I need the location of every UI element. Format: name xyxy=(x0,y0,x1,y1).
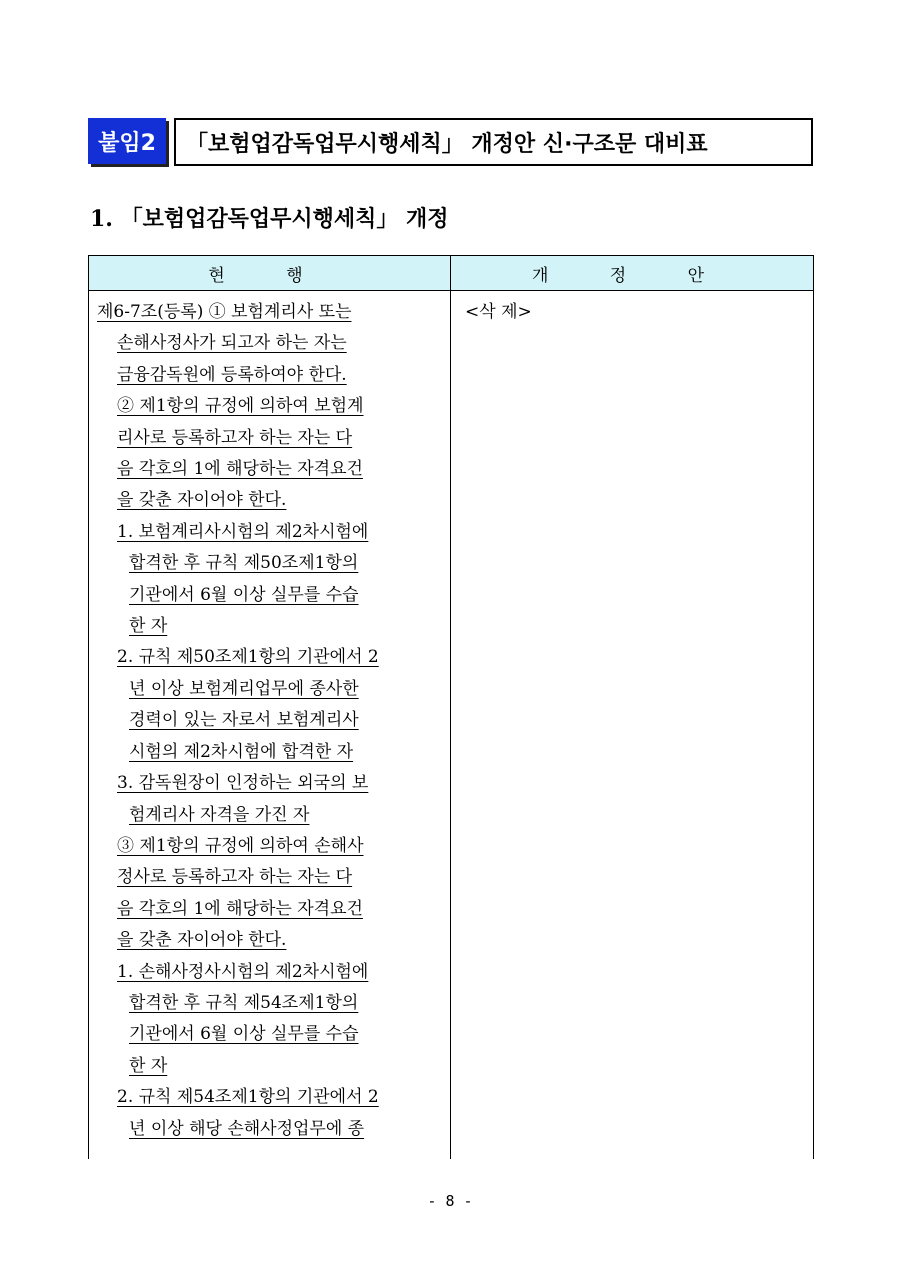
provision-line: 년 이상 보험계리업무에 종사한 xyxy=(129,678,359,699)
page-number: - 8 - xyxy=(427,1192,473,1210)
attachment-badge: 붙임2 xyxy=(88,118,166,164)
provision-line: 을 갖춘 자이어야 한다. xyxy=(117,490,287,511)
provision-line: 2. 규칙 제54조제1항의 기관에서 2 xyxy=(117,1087,379,1108)
column-header-amendment: 개 정 안 xyxy=(451,256,814,291)
provision-line: 제6-7조(등록) ① 보험계리사 또는 xyxy=(97,302,352,322)
provision-line: 합격한 후 규칙 제54조제1항의 xyxy=(129,992,359,1013)
provision-line: 경력이 있는 자로서 보험계리사 xyxy=(129,710,359,731)
provision-line: 기관에서 6월 이상 실무를 수습 xyxy=(129,584,359,605)
section-title: 1. 「보험업감독업무시행세칙」 개정 xyxy=(90,206,449,232)
provision-line: 리사로 등록하고자 하는 자는 다 xyxy=(117,427,353,448)
provision-line: 기관에서 6월 이상 실무를 수습 xyxy=(129,1024,359,1045)
provision-line: ② 제1항의 규정에 의하여 보험계 xyxy=(117,396,364,417)
document-title: 「보험업감독업무시행세칙」 개정안 신·구조문 대비표 xyxy=(174,118,813,166)
provision-line: 손해사정사가 되고자 하는 자는 xyxy=(117,333,347,354)
provision-line: 3. 감독원장이 인정하는 외국의 보 xyxy=(117,773,369,794)
provision-line: 1. 손해사정사시험의 제2차시험에 xyxy=(117,961,369,982)
amendment-cell xyxy=(451,291,814,1160)
provision-line: 합격한 후 규칙 제50조제1항의 xyxy=(129,553,359,574)
provision-line: 음 각호의 1에 해당하는 자격요건 xyxy=(117,459,363,480)
current-provision-cell xyxy=(89,291,451,1160)
provision-line: ③ 제1항의 규정에 의하여 손해사 xyxy=(117,835,364,856)
provision-line: 험계리사 자격을 가진 자 xyxy=(129,804,310,825)
provision-line: 시험의 제2차시험에 합격한 자 xyxy=(129,741,354,762)
provision-line: 한 자 xyxy=(129,616,168,637)
column-header-current: 현 행 xyxy=(89,256,451,291)
comparison-table xyxy=(88,255,814,1159)
provision-line: 음 각호의 1에 해당하는 자격요건 xyxy=(117,898,363,919)
deleted-marker: <삭 제> xyxy=(465,302,532,322)
provision-line: 1. 보험계리사시험의 제2차시험에 xyxy=(117,521,369,542)
provision-line: 을 갖춘 자이어야 한다. xyxy=(117,930,287,951)
document-header xyxy=(88,118,813,166)
provision-line: 한 자 xyxy=(129,1055,168,1076)
current-provision-text xyxy=(97,297,442,1145)
provision-line: 금융감독원에 등록하여야 한다. xyxy=(117,364,347,385)
provision-line: 정사로 등록하고자 하는 자는 다 xyxy=(117,867,353,888)
provision-line: 년 이상 해당 손해사정업무에 종 xyxy=(129,1118,365,1139)
provision-line: 2. 규칙 제50조제1항의 기관에서 2 xyxy=(117,647,379,668)
